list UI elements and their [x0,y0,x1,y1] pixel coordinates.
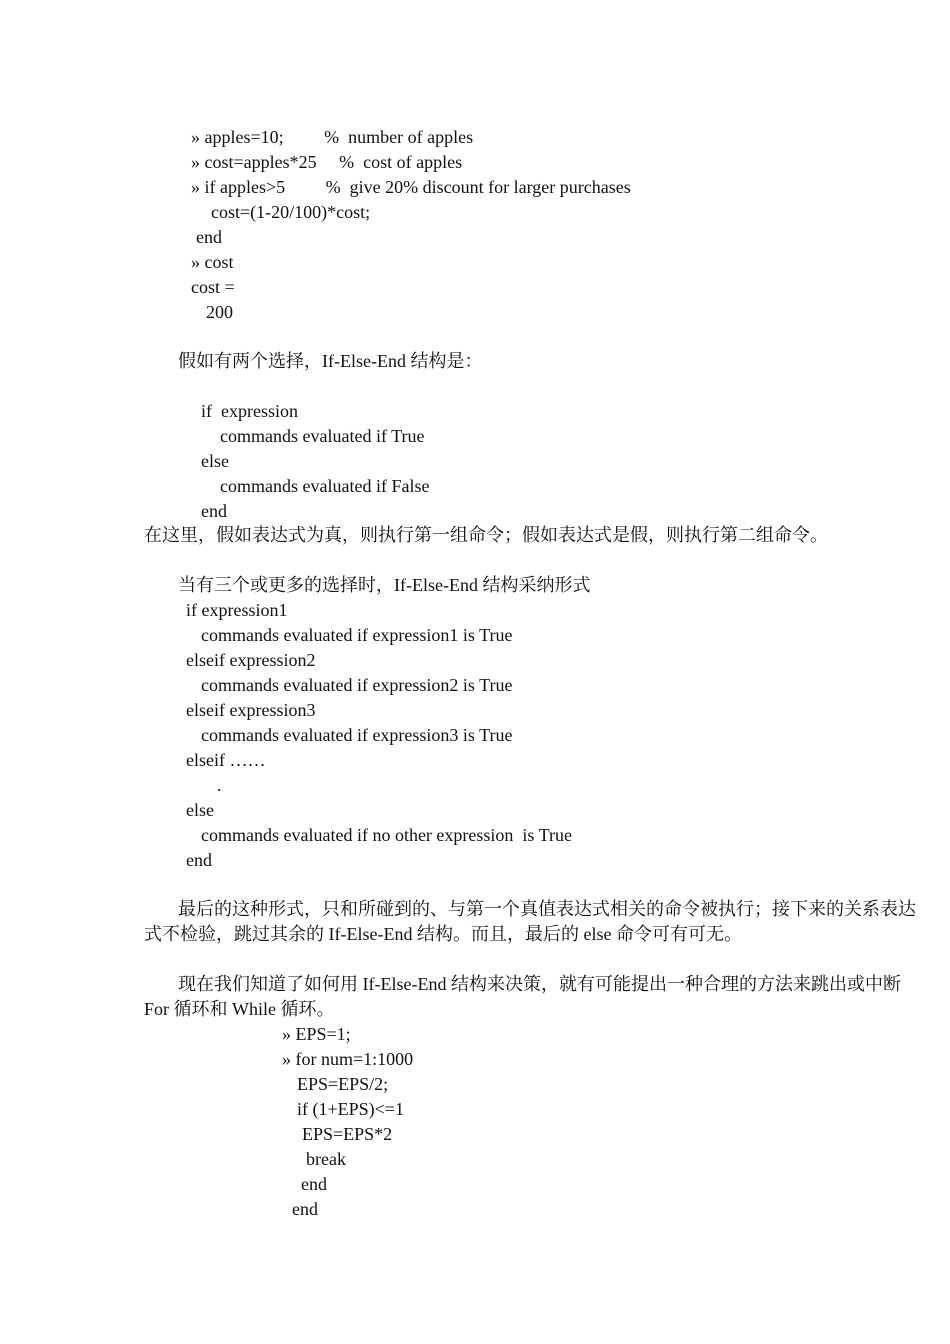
code-line: commands evaluated if expression1 is True [201,625,513,645]
code-line: if expression1 [186,600,288,620]
code-line: if (1+EPS)<=1 [297,1099,404,1119]
code-line: end [201,501,227,521]
code-line: elseif …… [186,750,266,770]
code-line: » cost=apples*25 % cost of apples [191,152,463,172]
code-line: end [301,1174,327,1194]
paragraph-line: For 循环和 While 循环。 [144,999,335,1019]
paragraph-line: 现在我们知道了如何用 If-Else-End 结构来决策，就有可能提出一种合理的方法来跳出或中断 [178,974,901,994]
code-line: commands evaluated if expression2 is True [201,675,513,695]
paragraph: 假如有两个选择，If-Else-End 结构是： [178,351,483,371]
paragraph-line: 最后的这种形式，只和所碰到的、与第一个真值表达式相关的命令被执行；接下来的关系表达 [178,899,916,919]
code-line: » EPS=1; [282,1024,351,1044]
code-line: commands evaluated if False [220,476,430,496]
code-line: commands evaluated if no other expression is True [201,825,572,845]
code-line: EPS=EPS*2 [302,1124,393,1144]
code-line: 200 [206,302,233,322]
code-line: » cost [191,252,234,272]
code-line: if expression [201,401,298,421]
code-line: else [201,451,229,471]
code-line: EPS=EPS/2; [297,1074,389,1094]
code-line: commands evaluated if expression3 is True [201,725,513,745]
code-line: end [196,227,222,247]
code-line: elseif expression3 [186,700,316,720]
code-line: » apples=10; % number of apples [191,127,474,147]
code-line: elseif expression2 [186,650,316,670]
code-line: break [306,1149,346,1169]
paragraph: 在这里，假如表达式为真，则执行第一组命令；假如表达式是假，则执行第二组命令。 [144,525,828,545]
code-line: end [292,1199,318,1219]
code-line: . [217,775,222,795]
code-line: cost=(1-20/100)*cost; [211,202,371,222]
code-line: » for num=1:1000 [282,1049,414,1069]
code-line: end [186,850,212,870]
paragraph-line: 式不检验，跳过其余的 If-Else-End 结构。而且，最后的 else 命令可有可无。 [144,924,742,944]
paragraph: 当有三个或更多的选择时，If-Else-End 结构采纳形式 [178,575,591,595]
code-line: commands evaluated if True [220,426,425,446]
code-line: else [186,800,214,820]
code-line: » if apples>5 % give 20% discount for larger purchases [191,177,631,197]
code-line: cost = [191,277,235,297]
